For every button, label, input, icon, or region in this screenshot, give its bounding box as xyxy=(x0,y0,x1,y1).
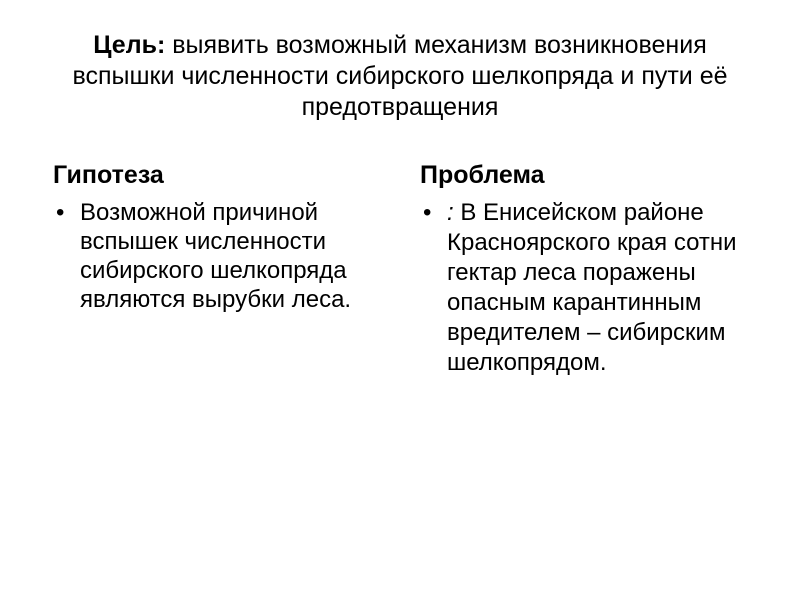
problem-bullet-item xyxy=(420,198,770,378)
hypothesis-bullet-item xyxy=(53,198,393,314)
bullet-icon: • xyxy=(56,199,65,226)
problem-heading: Проблема xyxy=(420,161,545,189)
problem-colon: : xyxy=(447,199,454,226)
bullet-icon: • xyxy=(423,199,432,226)
slide-title xyxy=(40,30,760,123)
problem-text: В Енисейском районе Красноярского края сотни гектар леса поражены опасным карантинным вредителем – сибирским шелкопрядом. xyxy=(447,199,737,376)
title-label: Цель: xyxy=(93,31,166,59)
problem-column xyxy=(420,160,770,378)
hypothesis-column xyxy=(53,160,393,314)
title-text: выявить возможный механизм возникновения вспышки численности сибирского шелкопряда и пути её предотвращения xyxy=(72,31,728,121)
hypothesis-text: Возможной причиной вспышек численности сибирского шелкопряда являются вырубки леса. xyxy=(80,199,352,313)
hypothesis-heading: Гипотеза xyxy=(53,161,164,189)
